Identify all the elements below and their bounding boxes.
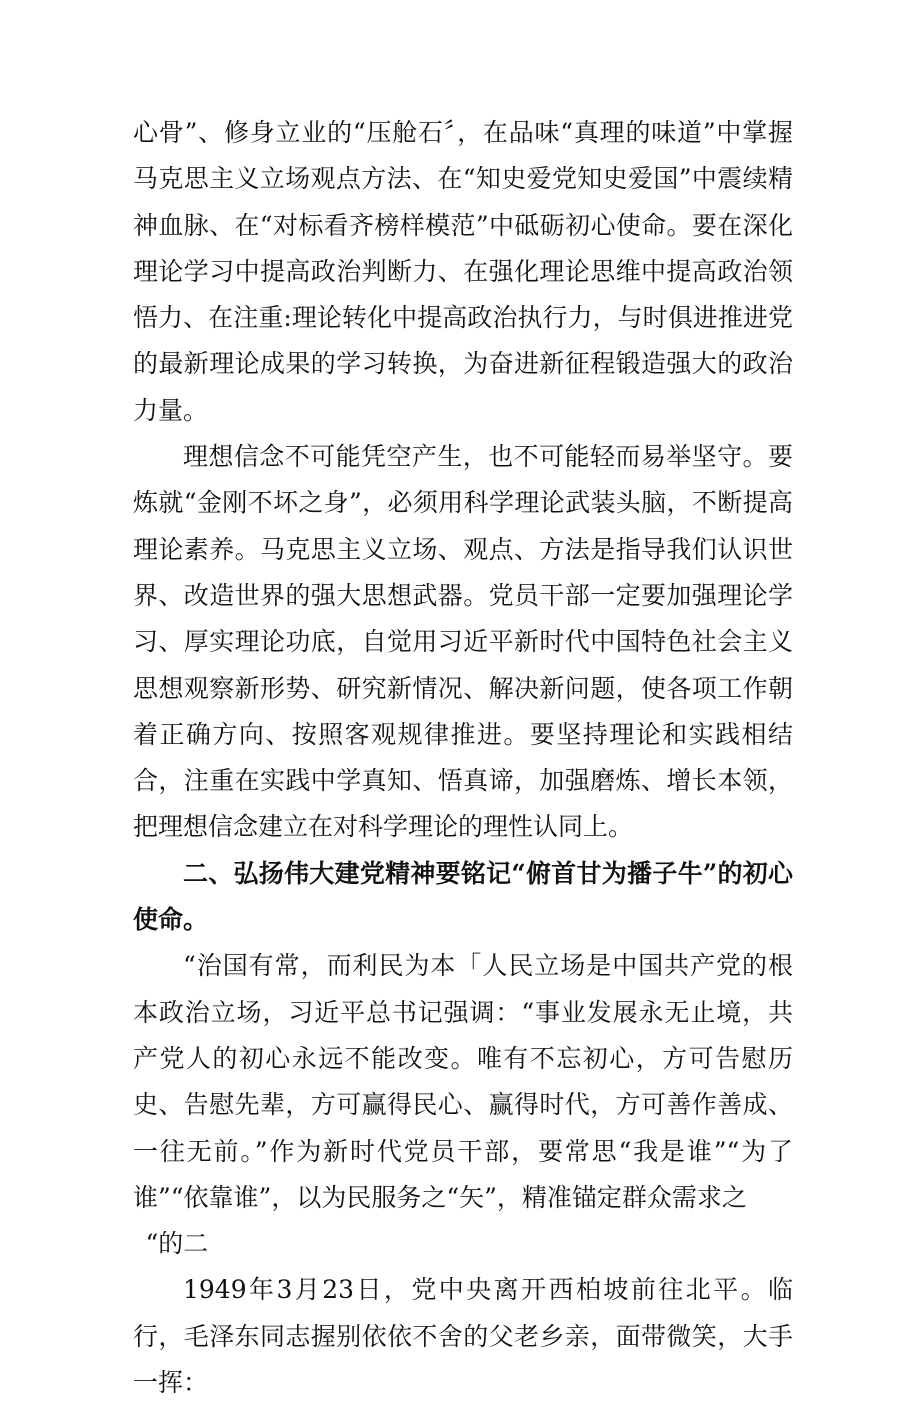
section-heading: 二、弘扬伟大建党精神要铭记“俯首甘为播子牛”的初心使命。	[133, 858, 793, 935]
paragraph-xibaipo: 1949年3月23日，党中央离开西柏坡前往北平。临行，毛泽东同志握别依依不舍的父老乡亲，面带微笑，大手一挥：	[133, 1275, 793, 1398]
paragraph-people-stance: “治国有常，而利民为本「人民立场是中国共产党的根本政治立场，习近平总书记强调：“事业发展永无止境，共产党人的初心永远不能改变。唯有不忘初心，方可告慰历史、告慰先辈，方可赢得民心、赢得时代，方可善作善成、一往无前。”作为新时代党员干部，要常思“我是谁”“为了谁”“依靠谁”，以为民服务之“矢”，精准锚定群众需求之	[133, 951, 793, 1212]
text-fragment: “的二	[145, 1229, 209, 1259]
paragraph-continuation: 心骨”、修身立业的“压舱石〞，在品味“真理的味道”中掌握马克思主义立场观点方法、在“知史爱党知史爱国”中震续精神血脉、在“对标看齐榜样模范”中砥砺初心使命。要在深化理论学习中提高政治判断力、在强化理论思维中提高政治领悟力、在注重:理论转化中提高政治执行力，与时俱进推进党的最新理论成果的学习转换，为奋进新征程锻造强大的政治力量。	[133, 118, 793, 425]
document-body	[133, 110, 793, 1406]
paragraph-ideals-beliefs: 理想信念不可能凭空产生，也不可能轻而易举坚守。要炼就“金刚不坏之身”，必须用科学理论武装头脑，不断提高理论素养。马克思主义立场、观点、方法是指导我们认识世界、改造世界的强大思想武器。党员干部一定要加强理论学习、厚实理论功底，自觉用习近平新时代中国特色社会主义思想观察新形势、研究新情况、解决新问题，使各项工作朝着正确方向、按照客观规律推进。要坚持理论和实践相结合，注重在实践中学真知、悟真谛，加强磨炼、增长本领，把理想信念建立在对科学理论的理性认同上。	[133, 442, 793, 842]
